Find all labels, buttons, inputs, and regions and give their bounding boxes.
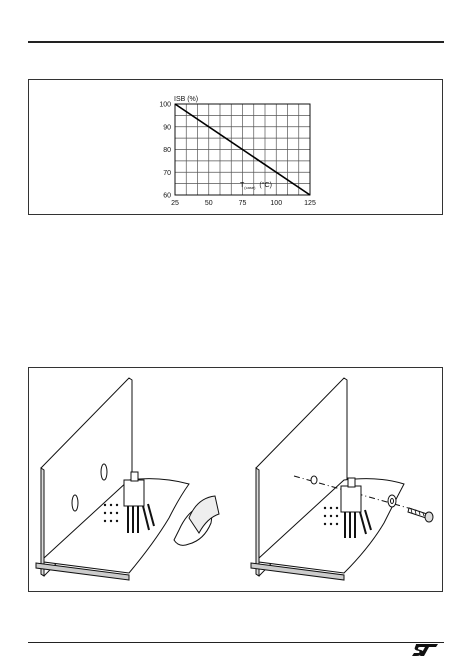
header-rule bbox=[28, 41, 444, 43]
through-hole bbox=[311, 476, 317, 484]
x-axis-unit: (°C) bbox=[259, 182, 272, 189]
y-tick-label: 90 bbox=[163, 124, 171, 132]
y-tick-labels bbox=[159, 102, 171, 200]
device-tab bbox=[131, 472, 138, 481]
x-tick-label: 75 bbox=[238, 200, 247, 207]
x-tick-label: 50 bbox=[204, 200, 213, 207]
screw bbox=[408, 508, 433, 522]
mounting-illustration bbox=[29, 368, 444, 593]
screw-mount-drawing bbox=[251, 378, 433, 580]
clip-mount-drawing bbox=[36, 378, 219, 580]
x-tick-label: 125 bbox=[304, 200, 316, 207]
st-logo bbox=[410, 642, 440, 658]
x-axis-label bbox=[240, 181, 272, 190]
y-axis-label: ISB (%) bbox=[174, 96, 199, 103]
mounting-slot bbox=[72, 495, 78, 511]
x-tick-label: 100 bbox=[270, 200, 283, 207]
y-tick-label: 60 bbox=[163, 192, 171, 200]
y-tick-label: 100 bbox=[159, 101, 171, 109]
device-tab bbox=[348, 478, 355, 487]
power-device bbox=[124, 480, 144, 506]
derating-chart-figure bbox=[28, 79, 443, 215]
x-tick-label: 25 bbox=[171, 200, 179, 207]
power-device bbox=[341, 486, 361, 512]
y-tick-label: 70 bbox=[163, 169, 171, 177]
mounting-slot bbox=[101, 464, 107, 480]
washer-hole bbox=[391, 499, 394, 504]
x-axis-subscript: (case) bbox=[244, 185, 256, 190]
footer-rule bbox=[28, 642, 444, 643]
x-axis-symbol: T bbox=[240, 182, 245, 189]
derating-chart bbox=[29, 80, 444, 216]
y-tick-label: 80 bbox=[163, 147, 171, 154]
mounting-figure bbox=[28, 367, 443, 592]
x-tick-labels bbox=[171, 200, 316, 207]
